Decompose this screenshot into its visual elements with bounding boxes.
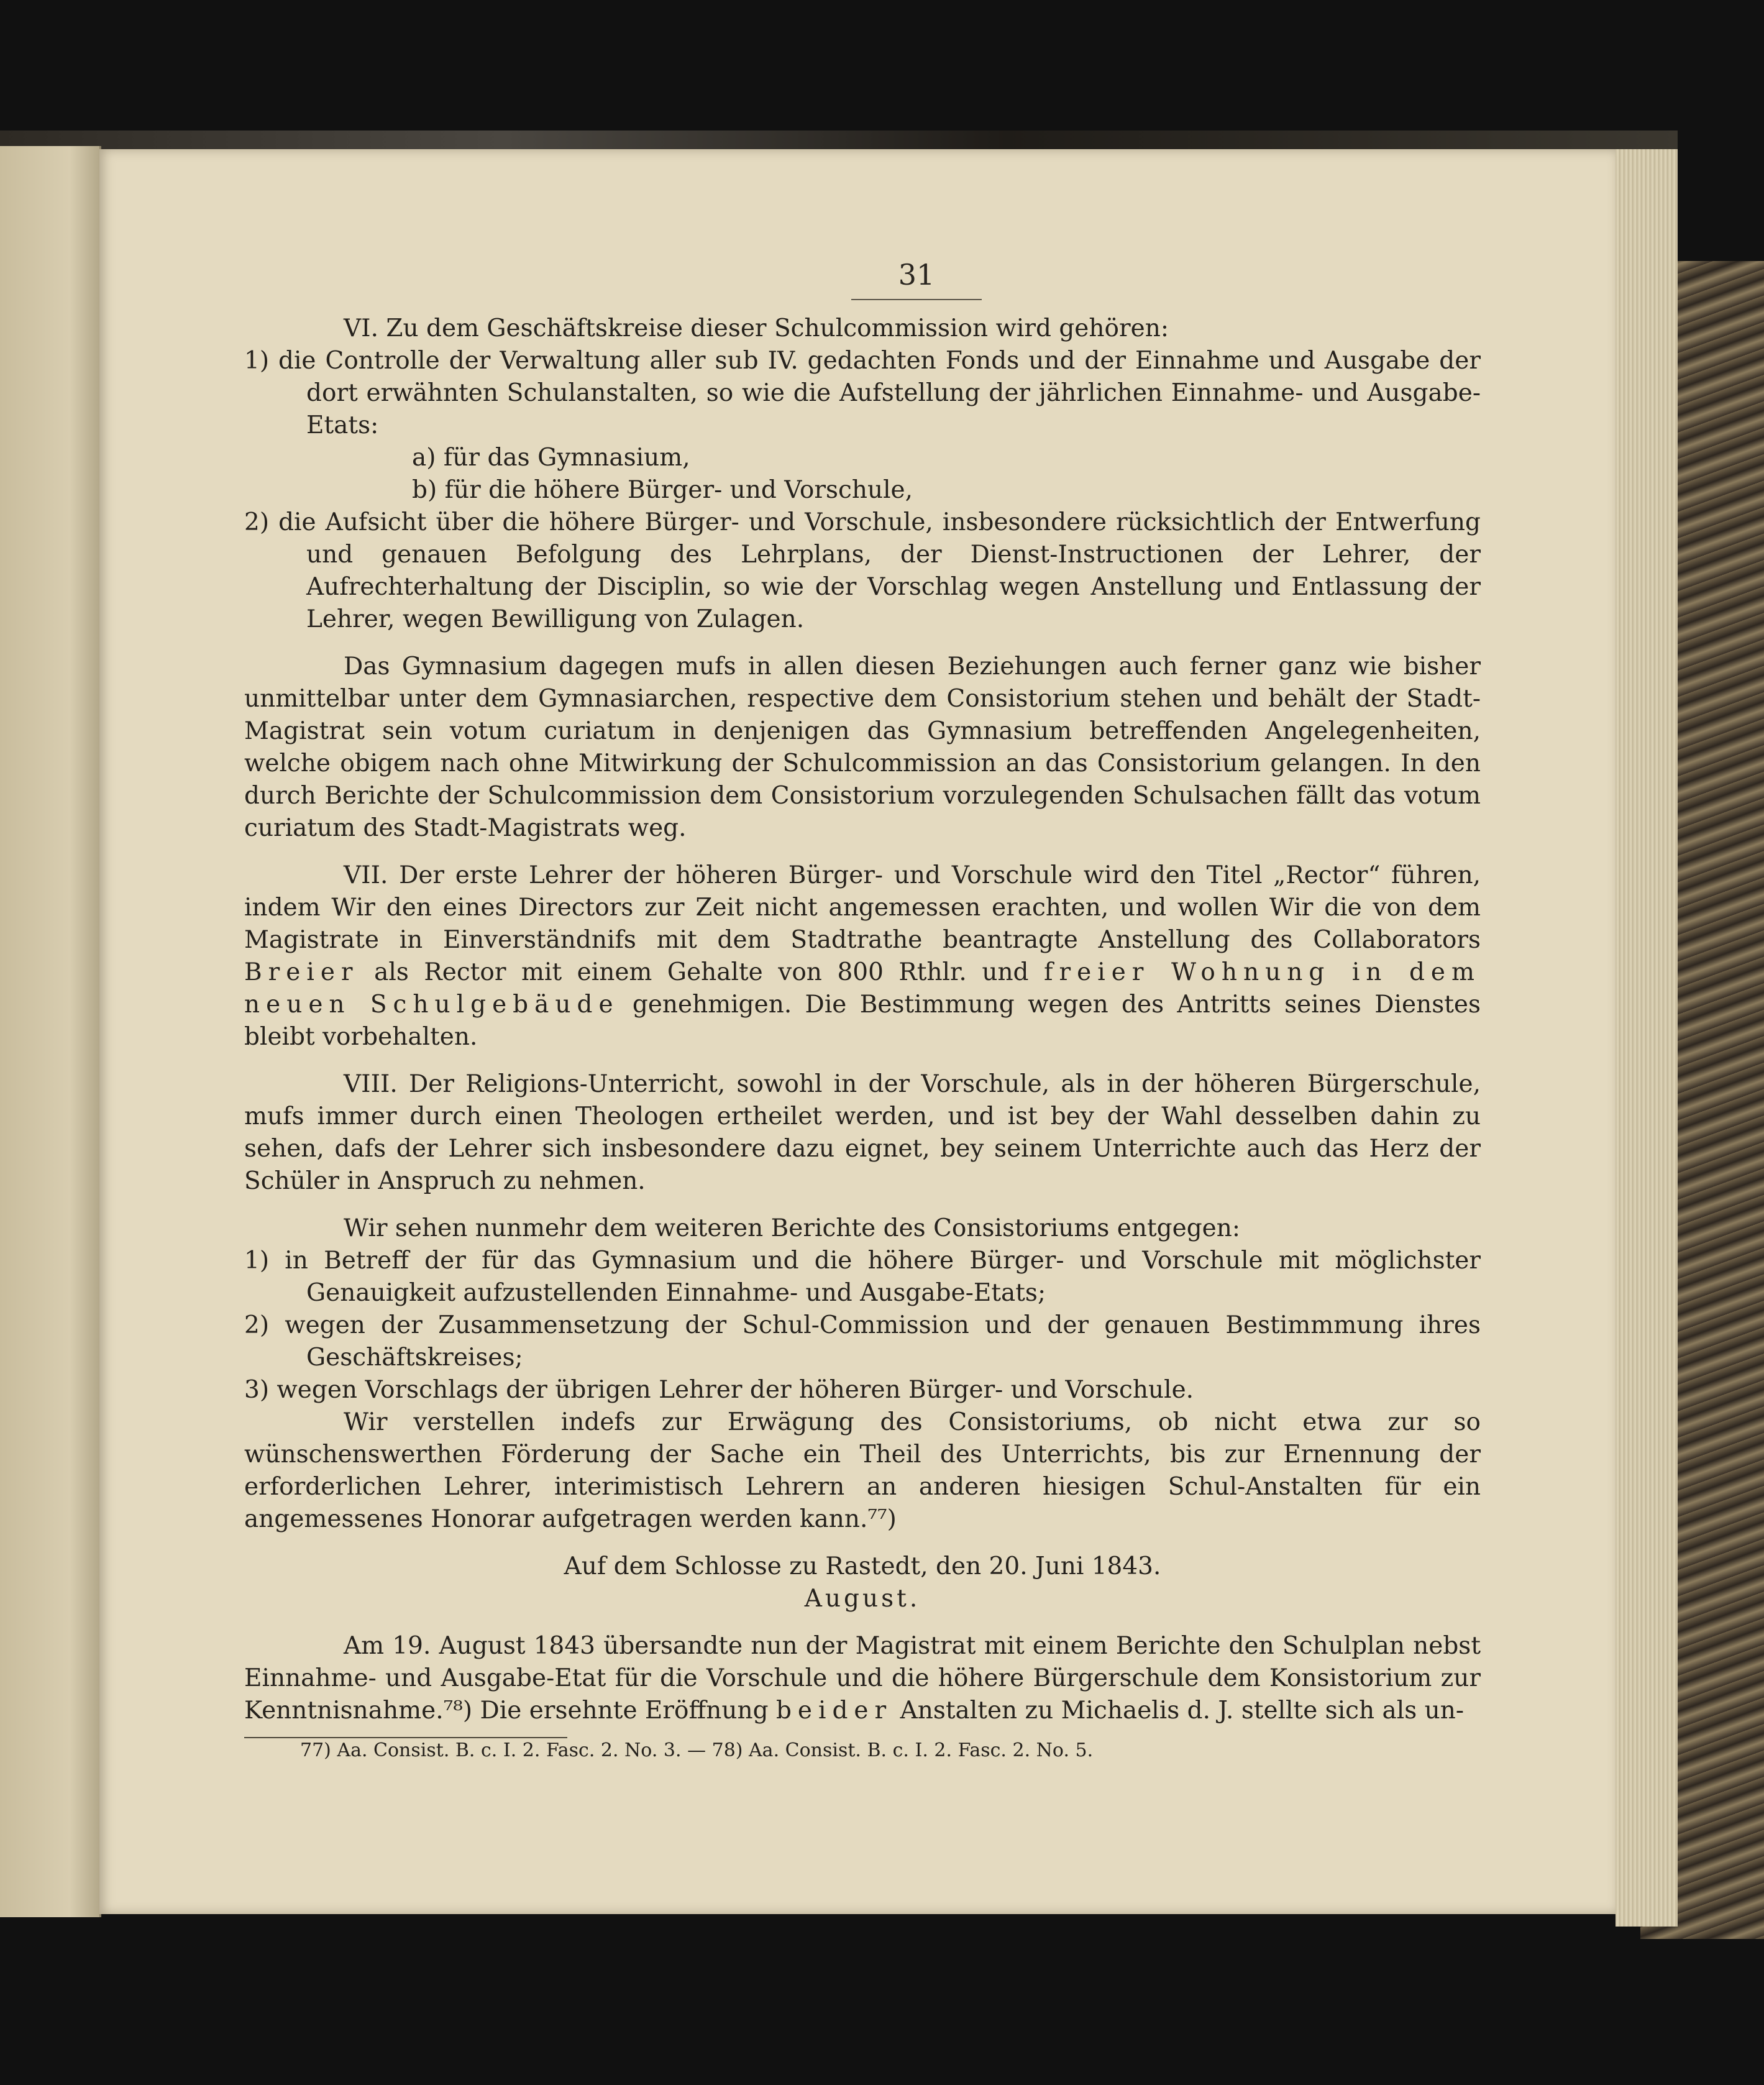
- section-vii-text-end: genehmigen. Die Bestimmung wegen des Antritts seines Dienstes bleibt vorbehalten.: [244, 991, 1481, 1051]
- wir-sehen-paragraph: Wir sehen nunmehr dem weiteren Berichte des Consistoriums entgegen:: [344, 1214, 1240, 1242]
- signature: August.: [804, 1585, 921, 1613]
- section-vi-intro: VI. Zu dem Geschäftskreise dieser Schulcommission wird gehören:: [344, 314, 1169, 342]
- section-vi-item-2: 2) die Aufsicht über die höhere Bürger- und Vorschule, insbesondere rücksichtlich der Entwerfung und genauen Befolgung des Lehrplans, der Dienst-Instructionen der Lehrer, der Aufrechterhaltung der Disciplin, so wie der Vorschlag wegen Anstellung und Entlassung der Lehrer, wegen Bewilligung von Zulagen.: [244, 508, 1481, 633]
- place-date-line: Auf dem Schlosse zu Rastedt, den 20. Juni 1843.: [564, 1552, 1161, 1580]
- am-19-august-paragraph: [244, 1630, 1481, 1727]
- wir-verstellen-paragraph: Wir verstellen indefs zur Erwägung des Consistoriums, ob nicht etwa zur so wünschenswerthen Förderung der Sache ein Theil des Unterrichts, bis zur Ernennung der erforderlichen Lehrer, interimistisch Lehrern an anderen hiesigen Schul-Anstalten für ein angemessenes Honorar aufgetragen werden kann.⁷⁷): [244, 1408, 1481, 1533]
- document-page: [99, 149, 1615, 1914]
- section-viii-paragraph: VIII. Der Religions-Unterricht, sowohl in der Vorschule, als in der höheren Bürgerschule, mufs immer durch einen Theologen ertheilet werden, und ist bey der Wahl desselben dahin zu sehen, dafs der Lehrer sich insbesondere dazu eignet, bey seinem Unterrichte auch das Herz der Schüler in Anspruch zu nehmen.: [244, 1070, 1481, 1195]
- list-item-1: 1) in Betreff der für das Gymnasium und die höhere Bürger- und Vorschule mit möglichster Genauigkeit aufzustellenden Einnahme- und Ausgabe-Etats;: [244, 1247, 1481, 1307]
- section-vi-item-1a: a) für das Gymnasium,: [412, 444, 690, 472]
- am-19-text-start: Am 19. August 1843 übersandte nun der Magistrat mit einem Berichte den Schulplan nebst Einnahme- und Ausgabe-Etat für die Vorschule und die höhere Bürgerschule dem Konsistorium zur Kenntnisnahme.⁷⁸) Die ersehnte Eröffnung: [244, 1632, 1481, 1725]
- page-body: [244, 313, 1481, 1763]
- am-19-spaced-text: beider: [775, 1697, 893, 1725]
- section-vii-name: Breier: [244, 958, 359, 986]
- page-number: 31: [851, 258, 982, 300]
- section-vii-text-mid: als Rector mit einem Gehalte von 800 Rthlr. und: [374, 958, 1029, 986]
- am-19-text-end: Anstalten zu Michaelis d. J. stellte sich als un-: [900, 1697, 1465, 1725]
- section-vii-text-start: VII. Der erste Lehrer der höheren Bürger- und Vorschule wird den Titel „Rector“ führen, indem Wir den eines Directors zur Zeit nicht angemessen erachten, und wollen Wir die von dem Magistrate in Einverständnifs mit dem Stadtrathe beantragte Anstellung des Collaborators: [244, 861, 1481, 954]
- section-vi-item-1: 1) die Controlle der Verwaltung aller sub IV. gedachten Fonds und der Einnahme und Ausgabe der dort erwähnten Schulanstalten, so wie die Aufstellung der jährlichen Einnahme- und Ausgabe-Etats:: [244, 347, 1481, 439]
- footnote: 77) Aa. Consist. B. c. I. 2. Fasc. 2. No. 3. — 78) Aa. Consist. B. c. I. 2. Fasc. 2. No. 5.: [300, 1739, 1094, 1761]
- list-item-2: 2) wegen der Zusammensetzung der Schul-Commission und der genauen Bestimmmung ihres Geschäftskreises;: [244, 1311, 1481, 1372]
- gymnasium-paragraph: Das Gymnasium dagegen mufs in allen diesen Beziehungen auch ferner ganz wie bisher unmittelbar unter dem Gymnasiarchen, respective dem Consistorium stehen und behält der Stadt-Magistrat sein votum curiatum in denjenigen das Gymnasium betreffenden Angelegenheiten, welche obigem nach ohne Mitwirkung der Schulcommission an das Consistorium gelangen. In den durch Berichte der Schulcommission dem Consistorium vorzulegenden Schulsachen fällt das votum curiatum des Stadt-Magistrats weg.: [244, 653, 1481, 842]
- list-item-3: 3) wegen Vorschlags der übrigen Lehrer der höheren Bürger- und Vorschule.: [244, 1376, 1194, 1404]
- page-stack-edge: [1615, 149, 1678, 1927]
- section-vii-spaced-text: freier Wohnung in dem neuen Schulgebäude: [244, 958, 1481, 1019]
- section-vii-paragraph: [244, 859, 1481, 1053]
- section-vi-item-1b: b) für die höhere Bürger- und Vorschule,: [412, 476, 913, 504]
- left-page-edge: [0, 146, 101, 1917]
